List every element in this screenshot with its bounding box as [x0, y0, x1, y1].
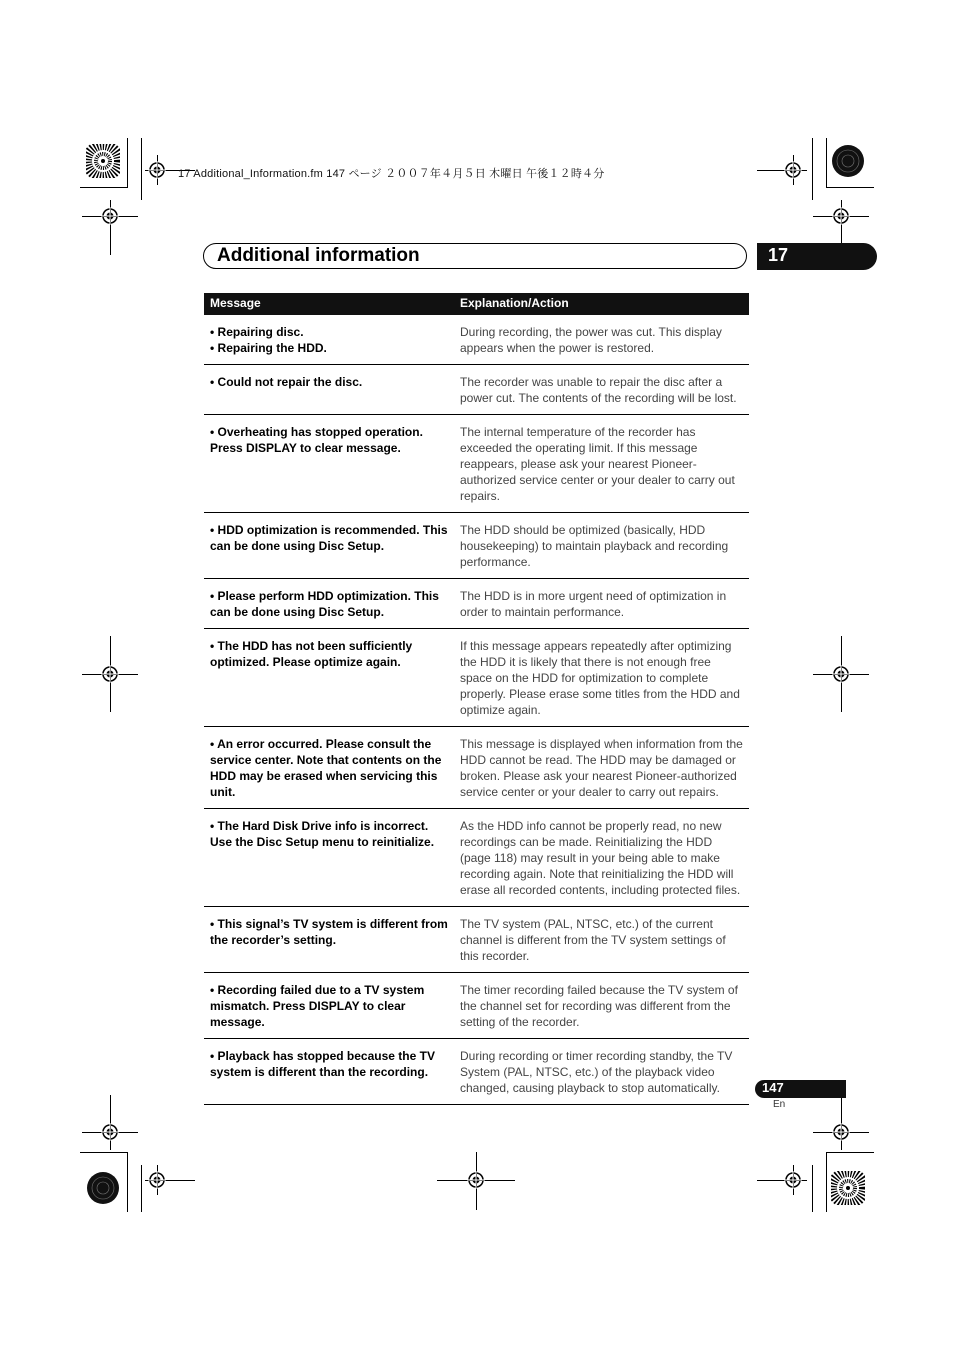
message-cell: • The HDD has not been sufficiently optimized. Please optimize again. — [204, 629, 454, 727]
registration-mark-icon — [832, 1123, 850, 1141]
registration-mark-icon — [467, 1171, 485, 1189]
starburst-mark-icon — [86, 144, 120, 178]
registration-mark-icon — [101, 665, 119, 683]
message-cell: • HDD optimization is recommended. This can be done using Disc Setup. — [204, 513, 454, 579]
page-number-tab — [755, 1080, 846, 1098]
chapter-tab — [757, 243, 877, 270]
explanation-cell: The timer recording failed because the TV system of the channel set for recording was different from the setting of the recorder. — [454, 973, 749, 1039]
table-header-row — [204, 293, 749, 315]
explanation-cell: This message is displayed when information from the HDD cannot be read. The HDD may be damaged or broken. Please ask your nearest Pioneer-authorized service center or your dealer to carry out repairs. — [454, 727, 749, 809]
explanation-cell: The internal temperature of the recorder has exceeded the operating limit. If this message reappears, please ask your nearest Pioneer-authorized service center or your dealer to carry out repairs. — [454, 415, 749, 513]
table-row — [204, 579, 749, 629]
section-title-bar — [203, 243, 747, 269]
section-title: Additional information — [217, 245, 420, 266]
explanation-cell: The TV system (PAL, NTSC, etc.) of the current channel is different from the TV system settings of this recorder. — [454, 907, 749, 973]
explanation-cell: The HDD is in more urgent need of optimization in order to maintain performance. — [454, 579, 749, 629]
message-cell: • An error occurred. Please consult the service center. Note that contents on the HDD may be erased when servicing this unit. — [204, 727, 454, 809]
message-cell: • Could not repair the disc. — [204, 365, 454, 415]
message-line: • Repairing the HDD. — [210, 341, 327, 355]
starburst-mark-icon — [831, 1171, 865, 1205]
starburst-mark-icon — [831, 144, 865, 178]
registration-mark-icon — [832, 665, 850, 683]
column-header-message: Message — [204, 293, 454, 315]
registration-mark-icon — [101, 1123, 119, 1141]
page-number: 147 — [762, 1080, 784, 1095]
explanation-cell: As the HDD info cannot be properly read, no new recordings can be made. Reinitializing the HDD (page 118) may result in your being able to make recording again. Note that reinitializing the HDD will erase all recorded contents, including protected files. — [454, 809, 749, 907]
registration-mark-icon — [832, 207, 850, 225]
table-row — [204, 629, 749, 727]
registration-mark-icon — [101, 207, 119, 225]
explanation-cell: During recording, the power was cut. This display appears when the power is restored. — [454, 315, 749, 365]
table-row — [204, 1039, 749, 1105]
message-cell: • Please perform HDD optimization. This can be done using Disc Setup. — [204, 579, 454, 629]
explanation-cell: The HDD should be optimized (basically, HDD housekeeping) to maintain playback and recording performance. — [454, 513, 749, 579]
starburst-mark-icon — [86, 1171, 120, 1205]
explanation-cell: The recorder was unable to repair the disc after a power cut. The contents of the recording will be lost. — [454, 365, 749, 415]
message-cell — [204, 315, 454, 365]
language-code: En — [773, 1099, 786, 1110]
table-row — [204, 727, 749, 809]
explanation-cell: If this message appears repeatedly after optimizing the HDD it is likely that there is not enough free space on the HDD for optimization to complete properly. Please erase some titles from the HDD and optimize again. — [454, 629, 749, 727]
table-row — [204, 513, 749, 579]
explanation-cell: During recording or timer recording standby, the TV System (PAL, NTSC, etc.) of the playback video changed, causing playback to stop automatically. — [454, 1039, 749, 1105]
file-header: 17 Additional_Information.fm 147 ページ ２００７年４月５日 木曜日 午後１２時４分 — [178, 168, 605, 180]
table-row — [204, 809, 749, 907]
table-row — [204, 973, 749, 1039]
message-line: • Repairing disc. — [210, 325, 304, 339]
message-table — [204, 293, 749, 1105]
message-cell: • This signal’s TV system is different from the recorder’s setting. — [204, 907, 454, 973]
table-row — [204, 415, 749, 513]
registration-mark-icon — [148, 1171, 166, 1189]
chapter-number: 17 — [768, 245, 789, 265]
registration-mark-icon — [148, 161, 166, 179]
message-cell: • Playback has stopped because the TV system is different than the recording. — [204, 1039, 454, 1105]
column-header-explanation: Explanation/Action — [454, 293, 749, 315]
message-cell: • Overheating has stopped operation. Press DISPLAY to clear message. — [204, 415, 454, 513]
message-cell: • The Hard Disk Drive info is incorrect. Use the Disc Setup menu to reinitialize. — [204, 809, 454, 907]
table-row — [204, 365, 749, 415]
registration-mark-icon — [784, 1171, 802, 1189]
table-row — [204, 907, 749, 973]
registration-mark-icon — [784, 161, 802, 179]
message-cell: • Recording failed due to a TV system mismatch. Press DISPLAY to clear message. — [204, 973, 454, 1039]
table-row — [204, 315, 749, 365]
